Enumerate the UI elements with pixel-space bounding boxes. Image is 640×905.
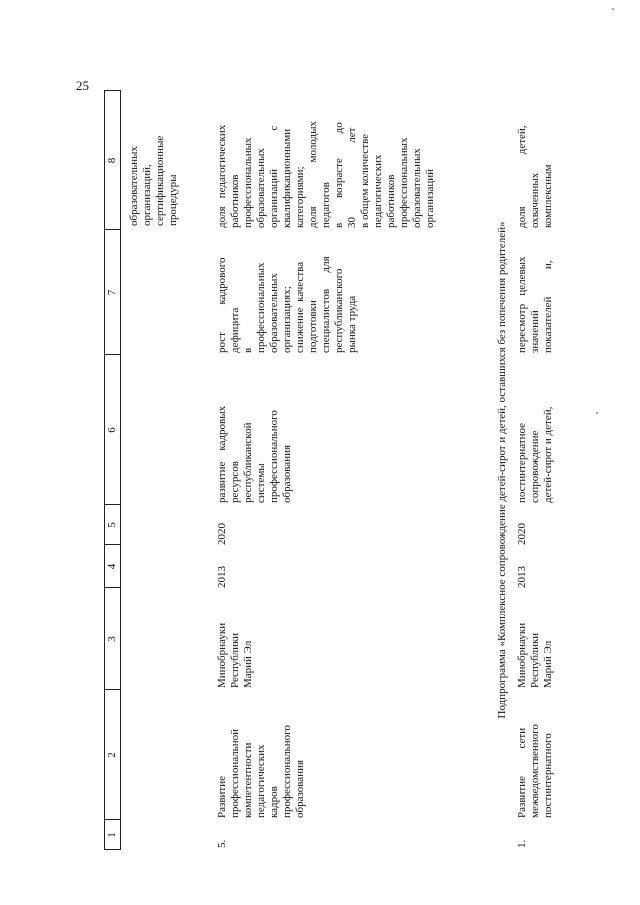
row5-col3: Минобрнауки Республики Марий Эл	[216, 622, 254, 688]
row1-col3: Минобрнауки Республики Марий Эл	[516, 622, 554, 688]
header-col-4: 4	[106, 563, 118, 570]
subprogram-title: Подпрограмма «Комплексное сопровождение детей-сирот и детей, оставшихся без попечения родителей»	[496, 221, 508, 719]
header-col-2: 2	[106, 752, 118, 758]
program-table	[104, 90, 554, 850]
row1-col5: 2020	[516, 523, 528, 545]
row1-number: 1.	[516, 839, 528, 848]
row5-col8: доля педагогических работников профессиональных образовательных организаций с квалификационными категориями; доля молодых педагогов в возрасте до 30 лет в общем количестве педагогических работников профессиональных образовательных организаций	[216, 121, 436, 228]
header-col-1: 1	[106, 832, 118, 838]
row1-col2: Развитие сети межведомственного постинтернатного	[516, 724, 554, 818]
row1-col6: постинтернатное сопровождение детей-сирот и детей,	[516, 406, 554, 503]
header-col-3: 3	[106, 636, 118, 642]
row5-col5: 2020	[216, 523, 228, 545]
row1-col4: 2013	[516, 566, 528, 588]
page-number: 25	[76, 78, 89, 93]
continuation-col8: образовательных организаций, сертификационные процедуры	[128, 135, 179, 226]
row5-col4: 2013	[216, 566, 228, 588]
header-top-line	[104, 90, 105, 850]
row5-number: 5.	[216, 839, 228, 848]
header-col-5: 5	[106, 522, 118, 528]
row5-col2: Развитие профессиональной компетентности педагогических кадров профессионального образования	[216, 725, 306, 818]
rotated-table-page	[104, 90, 554, 850]
header-col-8: 8	[106, 157, 118, 164]
row5-col7: рост кадрового дефицита в профессиональных образовательных организациях; снижение качества подготовки специалистов для республиканского рынка труда	[216, 256, 358, 353]
scan-speck	[596, 412, 598, 414]
header-bottom-line	[120, 90, 121, 850]
row1-col7: пересмотр целевых значений показателей и,	[516, 256, 554, 353]
header-col-7: 7	[106, 289, 118, 296]
header-col-6: 6	[106, 427, 118, 433]
row5-col6: развитие кадровых ресурсов республиканской системы профессионального образования	[216, 405, 293, 503]
scan-speck	[612, 8, 614, 10]
row1-col8: доля детей, охваченных комплексным	[516, 125, 554, 228]
